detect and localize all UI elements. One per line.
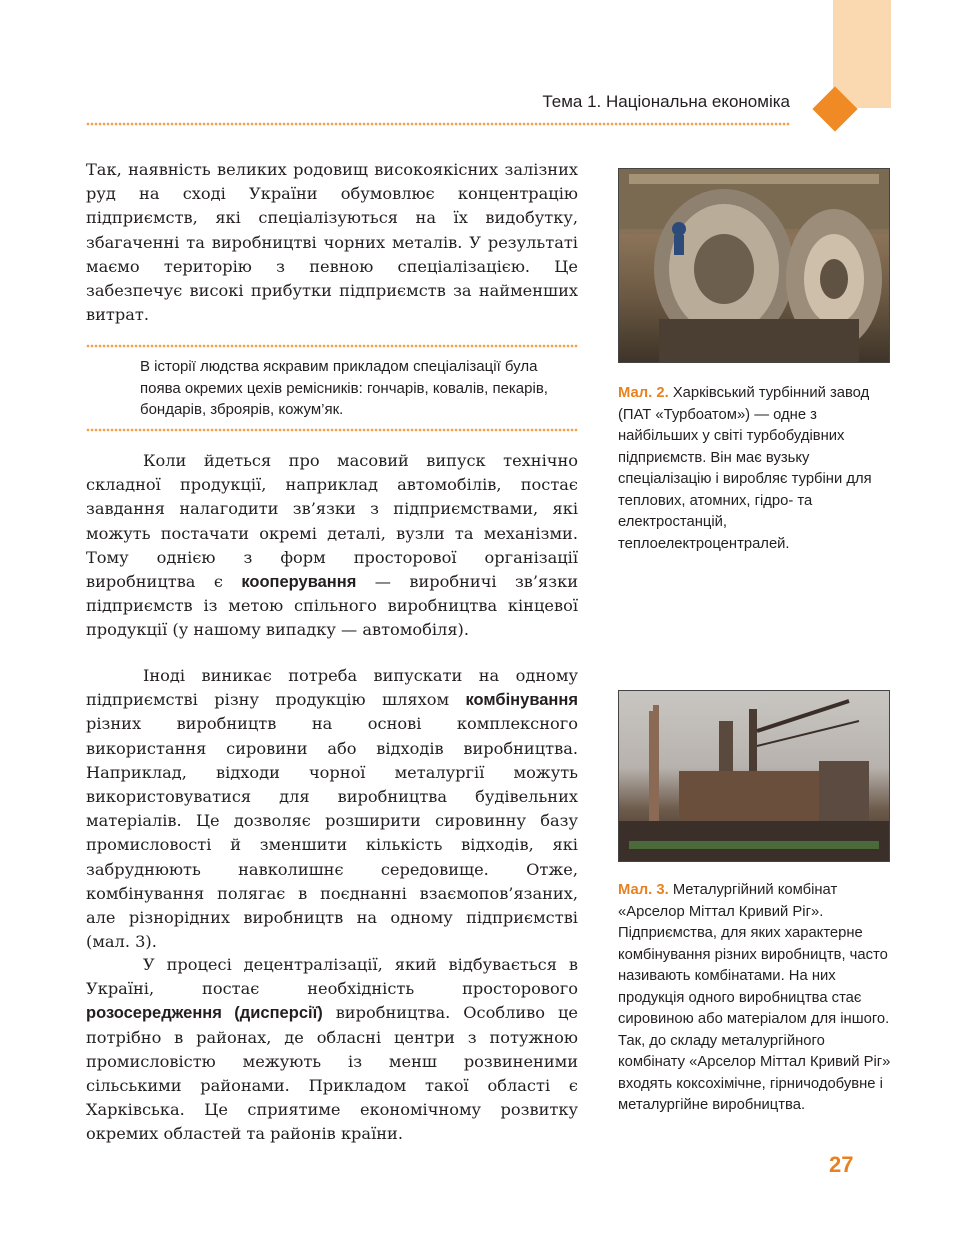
page-number: 27 xyxy=(829,1152,854,1177)
figure-2-label: Мал. 2. xyxy=(618,385,669,401)
turbine-factory-photo xyxy=(618,168,890,363)
history-note: В історії людства яскравим прикладом спеціалізації була поява окремих цехів ремісників: гончарів, ковалів, пекарів, бондарів, зброярів, кожум’як. xyxy=(140,358,548,418)
note-top-divider xyxy=(86,343,578,349)
term-combining: комбінування xyxy=(465,691,578,710)
term-dispersion: розосередження (дисперсії) xyxy=(86,1004,323,1023)
header-divider xyxy=(86,121,790,127)
figure-2-caption: Мал. 2. Харківський турбінний завод (ПАТ «Турбоатом») — одне з найбільших у світі турбобудівних підприємств. Він має вузьку спеціалізацію і виробляє турбіни для теплових, атомних, гідро- та електростанцій, теплоелектроцентралей. xyxy=(618,385,872,552)
figure-3-label: Мал. 3. xyxy=(618,882,669,898)
metallurgical-plant-photo xyxy=(618,690,890,862)
page-tab xyxy=(833,0,891,108)
figure-3-caption: Мал. 3. Металургійний комбінат «Арселор Міттал Кривий Ріг». Підприємства, для яких характерне комбінування різних виробництв, часто називають комбінатами. На них продукція одного виробництва стає сировиною або матеріалом для іншого. Так, до складу металургійного комбінату «Арселор Міттал Кривий Ріг» входять коксохімічне, гірничодобувне і металургійне виробництва. xyxy=(618,882,891,1113)
paragraph-dispersion: У процесі децентралізації, який відбувається в Україні, постає необхідність просторового розосередження (дисперсії) виробництва. Особливо це потрібно в районах, де обласні центри з потужною промисловістю межують із менш розвиненими сільськими районами. Прикладом такої області є Харківська. Це сприятиме економічному розвитку окремих областей та районів країни. xyxy=(86,955,578,1144)
note-bottom-divider xyxy=(86,427,578,433)
plant-illustration xyxy=(619,691,889,861)
turbine-illustration xyxy=(619,169,889,362)
paragraph-combining: Іноді виникає потреба випускати на одному підприємстві різну продукцію шляхом комбінування різних виробництв на основі комплексного використання сировини або відходів виробництва. Наприклад, відходи чорної металургії можуть використовуватися для виробництва будівельних матеріалів. Це дозволяє розширити сировинну базу промисловості й зменшити кількість відходів, які забруднюють навколишнє середовище. Отже, комбінування полягає в поєднанні взаємопов’язаних, але різнорідних виробництв на одному підприємстві (мал. 3). xyxy=(86,666,578,952)
term-cooperation: кооперування xyxy=(241,573,357,592)
chapter-title: Тема 1. Національна економіка xyxy=(542,92,790,111)
paragraph-specialization: Так, наявність великих родовищ високоякісних залізних руд на сході України обумовлює концентрацію підприємств, які спеціалізуються на їх видобутку, збагаченні та виробництві чорних металів. У результаті маємо територію з певною спеціалізацією. Це забезпечує високі прибутки підприємств за найменших витрат. xyxy=(86,160,578,325)
paragraph-cooperation: Коли йдеться про масовий випуск технічно складної продукції, наприклад автомобілів, постає завдання налагодити зв’язки з підприємствами, які можуть постачати окремі деталі, вузли та механізми. Тому однією з форм просторової організації виробництва є кооперування — виробничі зв’язки підприємств із метою спільного виробництва кінцевої продукції (у нашому випадку — автомобіля). xyxy=(86,451,578,640)
